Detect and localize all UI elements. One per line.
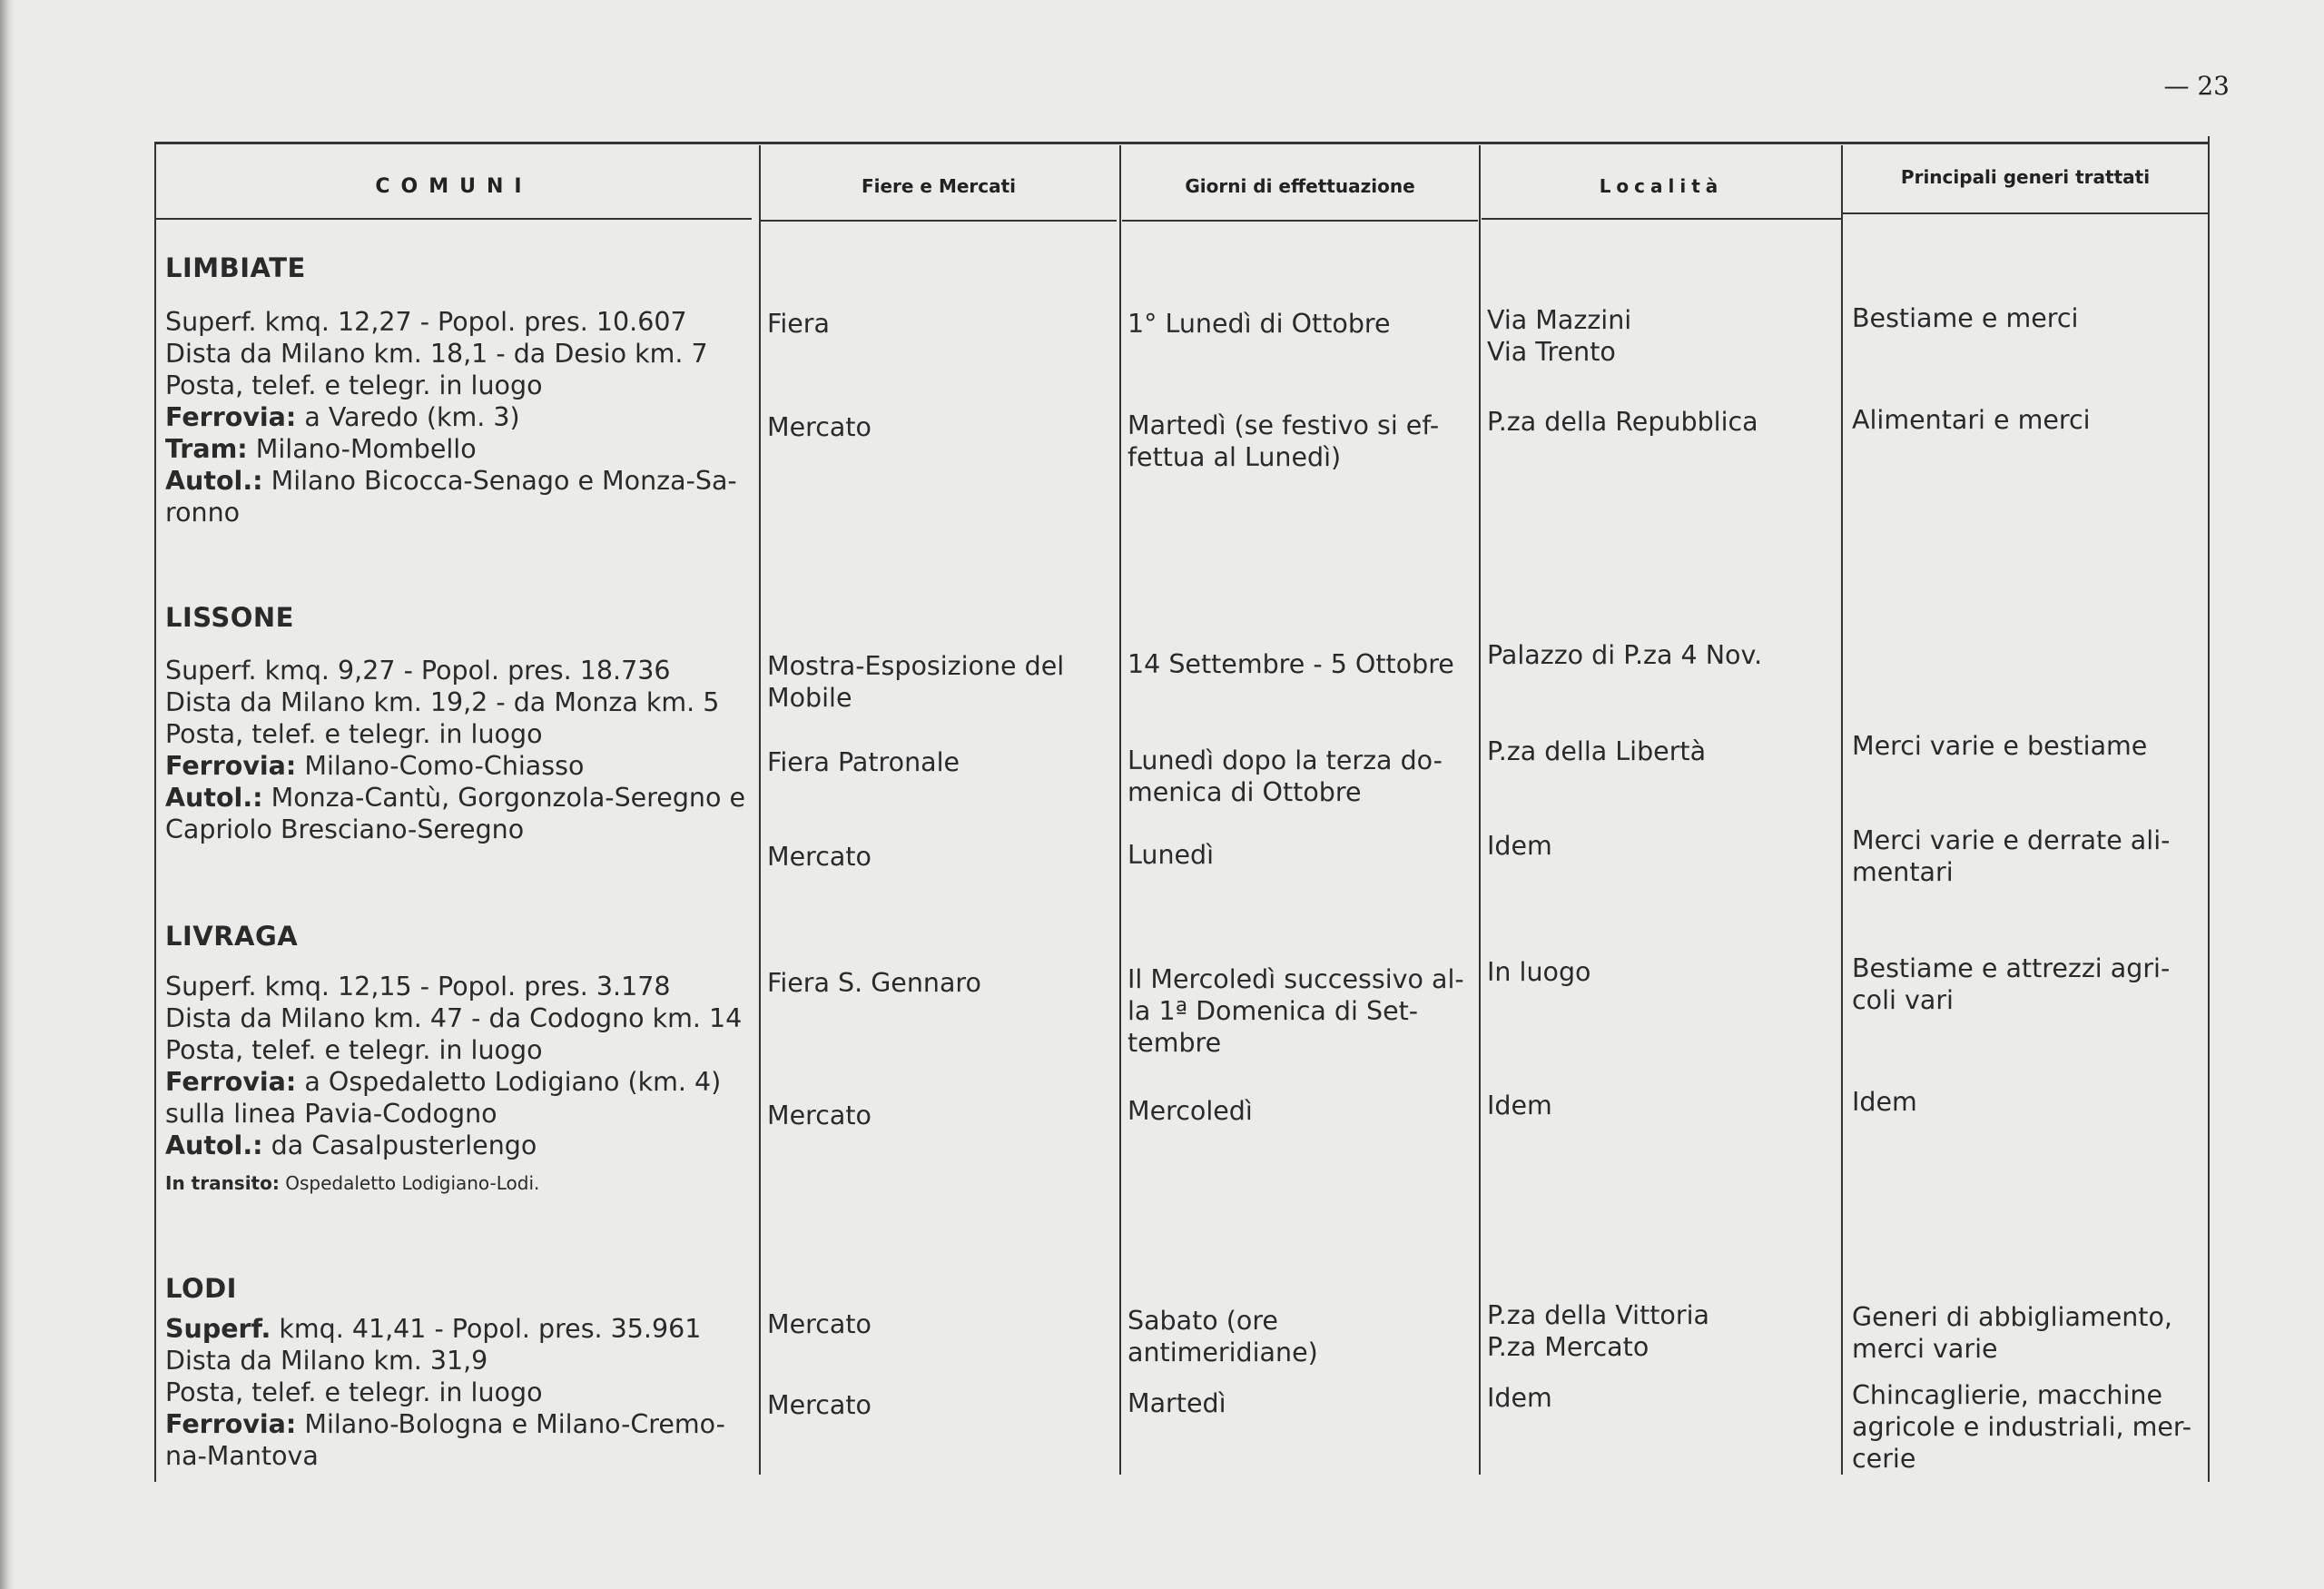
info-label: Superf.	[165, 1314, 271, 1344]
fiera-cell: Mercato	[767, 412, 872, 442]
localita-cell: P.za della Libertà	[1487, 736, 1707, 766]
header-localita: Località	[1599, 175, 1724, 197]
comune-info	[165, 971, 746, 1196]
header-fiere-mercati: Fiere e Mercati	[861, 175, 1017, 197]
page-number: — 23	[2163, 71, 2230, 101]
info-line	[165, 1034, 746, 1066]
info-text: Dista da Milano km. 31,9	[165, 1346, 488, 1376]
giorni-cell: Il Mercoledì successivo al- la 1ª Domenica di Set- tembre	[1128, 964, 1464, 1058]
column-rule-2	[1119, 145, 1121, 1475]
header-giorni-effettuazione: Giorni di effettuazione	[1185, 175, 1415, 197]
info-line	[165, 433, 746, 465]
info-text: sulla linea Pavia-Codogno	[165, 1099, 497, 1129]
generi-cell: Bestiame e merci	[1852, 303, 2079, 333]
header-bottom-rule-giorni	[1122, 220, 1478, 222]
info-line	[165, 1098, 746, 1130]
generi-cell: Idem	[1852, 1087, 1917, 1117]
generi-cell: Bestiame e attrezzi agri- coli vari	[1852, 953, 2171, 1015]
generi-cell: Merci varie e bestiame	[1852, 731, 2148, 761]
giorni-cell: Lunedì	[1128, 840, 1215, 870]
comune-info	[165, 655, 746, 845]
header-bottom-rule-fiere	[761, 220, 1117, 222]
localita-cell: Palazzo di P.za 4 Nov.	[1487, 640, 1763, 670]
info-text: Milano-Como-Chiasso	[296, 751, 585, 781]
info-line	[165, 1313, 746, 1345]
column-rule-right	[2208, 136, 2210, 1482]
generi-cell: Generi di abbigliamento, merci varie	[1852, 1302, 2172, 1364]
comune-info	[165, 306, 746, 528]
generi-cell: Chincaglierie, macchine agricole e industriali, mer- cerie	[1852, 1380, 2192, 1474]
column-rule-3	[1479, 145, 1481, 1475]
info-line	[165, 1345, 746, 1377]
comune-name: LISSONE	[165, 602, 294, 633]
info-text: a Varedo (km. 3)	[296, 402, 520, 432]
info-line	[165, 338, 746, 370]
info-line	[165, 782, 746, 814]
info-label: Ferrovia:	[165, 1067, 297, 1097]
table-top-rule	[154, 142, 2210, 144]
info-text: na-Mantova	[165, 1441, 319, 1471]
info-line	[165, 718, 746, 750]
column-rule-4	[1841, 145, 1843, 1475]
localita-cell: Via Mazzini Via Trento	[1487, 305, 1632, 367]
info-text: Posta, telef. e telegr. in luogo	[165, 719, 543, 749]
info-text: Capriolo Bresciano-Seregno	[165, 814, 525, 844]
info-text: Superf. kmq. 12,27 - Popol. pres. 10.607	[165, 307, 687, 337]
header-principali-generi: Principali generi trattati	[1900, 166, 2151, 188]
generi-cell: Alimentari e merci	[1852, 405, 2091, 435]
generi-cell: Merci varie e derrate ali- mentari	[1852, 825, 2171, 887]
info-line	[165, 1377, 746, 1408]
info-text: Dista da Milano km. 18,1 - da Desio km. 7	[165, 339, 708, 369]
localita-cell: Idem	[1487, 1383, 1552, 1413]
info-text: Milano-Bologna e Milano-Cremo-	[296, 1409, 725, 1439]
header-bottom-rule-comuni	[156, 218, 752, 220]
info-text: Posta, telef. e telegr. in luogo	[165, 1035, 543, 1065]
info-line	[165, 497, 746, 528]
localita-cell: P.za della Repubblica	[1487, 407, 1758, 437]
header-bottom-rule-localita	[1482, 218, 1841, 220]
localita-cell: P.za della Vittoria P.za Mercato	[1487, 1300, 1709, 1362]
giorni-cell: Lunedì dopo la terza do- menica di Ottobre	[1128, 745, 1443, 807]
giorni-cell: 1° Lunedì di Ottobre	[1128, 309, 1391, 339]
info-label: Ferrovia:	[165, 751, 297, 781]
info-line	[165, 1440, 746, 1472]
info-label: Autol.:	[165, 783, 263, 813]
transit-line	[165, 1170, 746, 1196]
info-text: a Ospedaletto Lodigiano (km. 4)	[296, 1067, 722, 1097]
info-line	[165, 814, 746, 845]
giorni-cell: Martedì (se festivo si ef- fettua al Lunedì)	[1128, 410, 1440, 472]
header-comuni: COMUNI	[375, 174, 533, 198]
info-text: Superf. kmq. 9,27 - Popol. pres. 18.736	[165, 656, 671, 686]
header-bottom-rule-generi	[1843, 212, 2208, 214]
fiera-cell: Fiera S. Gennaro	[767, 968, 981, 998]
info-line	[165, 655, 746, 686]
info-text: da Casalpusterlengo	[262, 1130, 537, 1160]
fiera-cell: Mercato	[767, 1100, 872, 1130]
info-line	[165, 1130, 746, 1161]
book-spine-shadow	[0, 0, 15, 1589]
info-line	[165, 686, 746, 718]
info-line	[165, 971, 746, 1002]
comune-name: LODI	[165, 1273, 237, 1304]
fiera-cell: Mercato	[767, 1390, 872, 1420]
transit-text: Ospedaletto Lodigiano-Lodi.	[279, 1172, 540, 1194]
giorni-cell: Martedì	[1128, 1388, 1226, 1418]
info-line	[165, 370, 746, 401]
comune-info	[165, 1313, 746, 1472]
giorni-cell: Sabato (ore antimeridiane)	[1128, 1306, 1318, 1367]
comune-name: LIMBIATE	[165, 252, 306, 283]
info-line	[165, 1066, 746, 1098]
column-rule-1	[759, 145, 761, 1475]
info-label: Autol.:	[165, 1130, 263, 1160]
localita-cell: Idem	[1487, 831, 1552, 861]
info-text: Dista da Milano km. 47 - da Codogno km. 14	[165, 1003, 743, 1033]
fiera-cell: Fiera	[767, 309, 830, 339]
info-text: Posta, telef. e telegr. in luogo	[165, 1377, 543, 1407]
column-rule-left	[154, 143, 156, 1482]
info-line	[165, 465, 746, 497]
info-line	[165, 750, 746, 782]
info-text: Milano-Mombello	[247, 434, 477, 464]
info-line	[165, 1408, 746, 1440]
transit-label: In transito:	[165, 1172, 280, 1194]
info-text: Monza-Cantù, Gorgonzola-Seregno e	[262, 783, 746, 813]
info-line	[165, 1002, 746, 1034]
giorni-cell: Mercoledì	[1128, 1096, 1253, 1126]
info-label: Autol.:	[165, 466, 263, 496]
info-line	[165, 401, 746, 433]
info-label: Tram:	[165, 434, 248, 464]
fiera-cell: Mercato	[767, 1309, 872, 1339]
info-text: Superf. kmq. 12,15 - Popol. pres. 3.178	[165, 972, 671, 1002]
fiera-cell: Mercato	[767, 842, 872, 872]
fiera-cell: Fiera Patronale	[767, 747, 960, 777]
info-text: kmq. 41,41 - Popol. pres. 35.961	[271, 1314, 702, 1344]
fiera-cell: Mostra-Esposizione del Mobile	[767, 651, 1065, 713]
info-text: Milano Bicocca-Senago e Monza-Sa-	[262, 466, 737, 496]
info-label: Ferrovia:	[165, 402, 297, 432]
comune-name: LIVRAGA	[165, 921, 299, 952]
info-text: Posta, telef. e telegr. in luogo	[165, 370, 543, 400]
info-text: Dista da Milano km. 19,2 - da Monza km. 5	[165, 687, 720, 717]
info-text: ronno	[165, 498, 241, 528]
info-line	[165, 306, 746, 338]
giorni-cell: 14 Settembre - 5 Ottobre	[1128, 649, 1454, 679]
localita-cell: In luogo	[1487, 957, 1591, 987]
localita-cell: Idem	[1487, 1091, 1552, 1120]
info-label: Ferrovia:	[165, 1409, 297, 1439]
